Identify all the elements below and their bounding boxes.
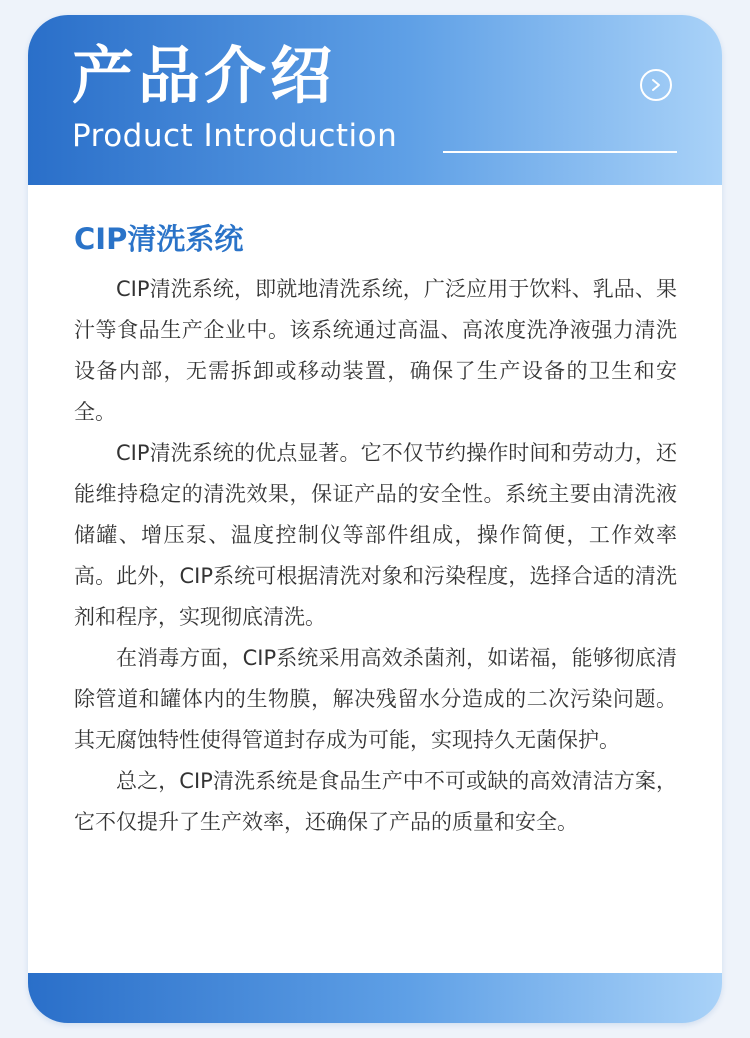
section-title: CIP清洗系统 <box>74 222 244 256</box>
header-banner <box>28 15 722 185</box>
page-subtitle: Product Introduction <box>72 118 398 154</box>
paragraph-1: CIP清洗系统，即就地清洗系统，广泛应用于饮料、乳品、果汁等食品生产企业中。该系统通过高温、高浓度洗净液强力清洗设备内部，无需拆卸或移动装置，确保了生产设备的卫生和安全。 <box>74 277 677 424</box>
paragraph-3: 在消毒方面，CIP系统采用高效杀菌剂，如诺福，能够彻底清除管道和罐体内的生物膜，解决残留水分造成的二次污染问题。其无腐蚀特性使得管道封存成为可能，实现持久无菌保护。 <box>74 646 677 752</box>
article-body <box>74 269 677 843</box>
paragraph-2: CIP清洗系统的优点显著。它不仅节约操作时间和劳动力，还能维持稳定的清洗效果，保证产品的安全性。系统主要由清洗液储罐、增压泵、温度控制仪等部件组成，操作简便，工作效率高。此外，CIP系统可根据清洗对象和污染程度，选择合适的清洗剂和程序，实现彻底清洗。 <box>74 441 677 629</box>
chevron-right-circle-icon[interactable] <box>640 69 672 101</box>
product-card <box>28 15 722 1023</box>
header-divider <box>443 151 677 153</box>
chevron-right-icon <box>649 78 663 92</box>
paragraph-4: 总之，CIP清洗系统是食品生产中不可或缺的高效清洁方案，它不仅提升了生产效率，还确保了产品的质量和安全。 <box>74 769 677 834</box>
page-title: 产品介绍 <box>72 39 337 112</box>
content-panel <box>28 185 722 973</box>
